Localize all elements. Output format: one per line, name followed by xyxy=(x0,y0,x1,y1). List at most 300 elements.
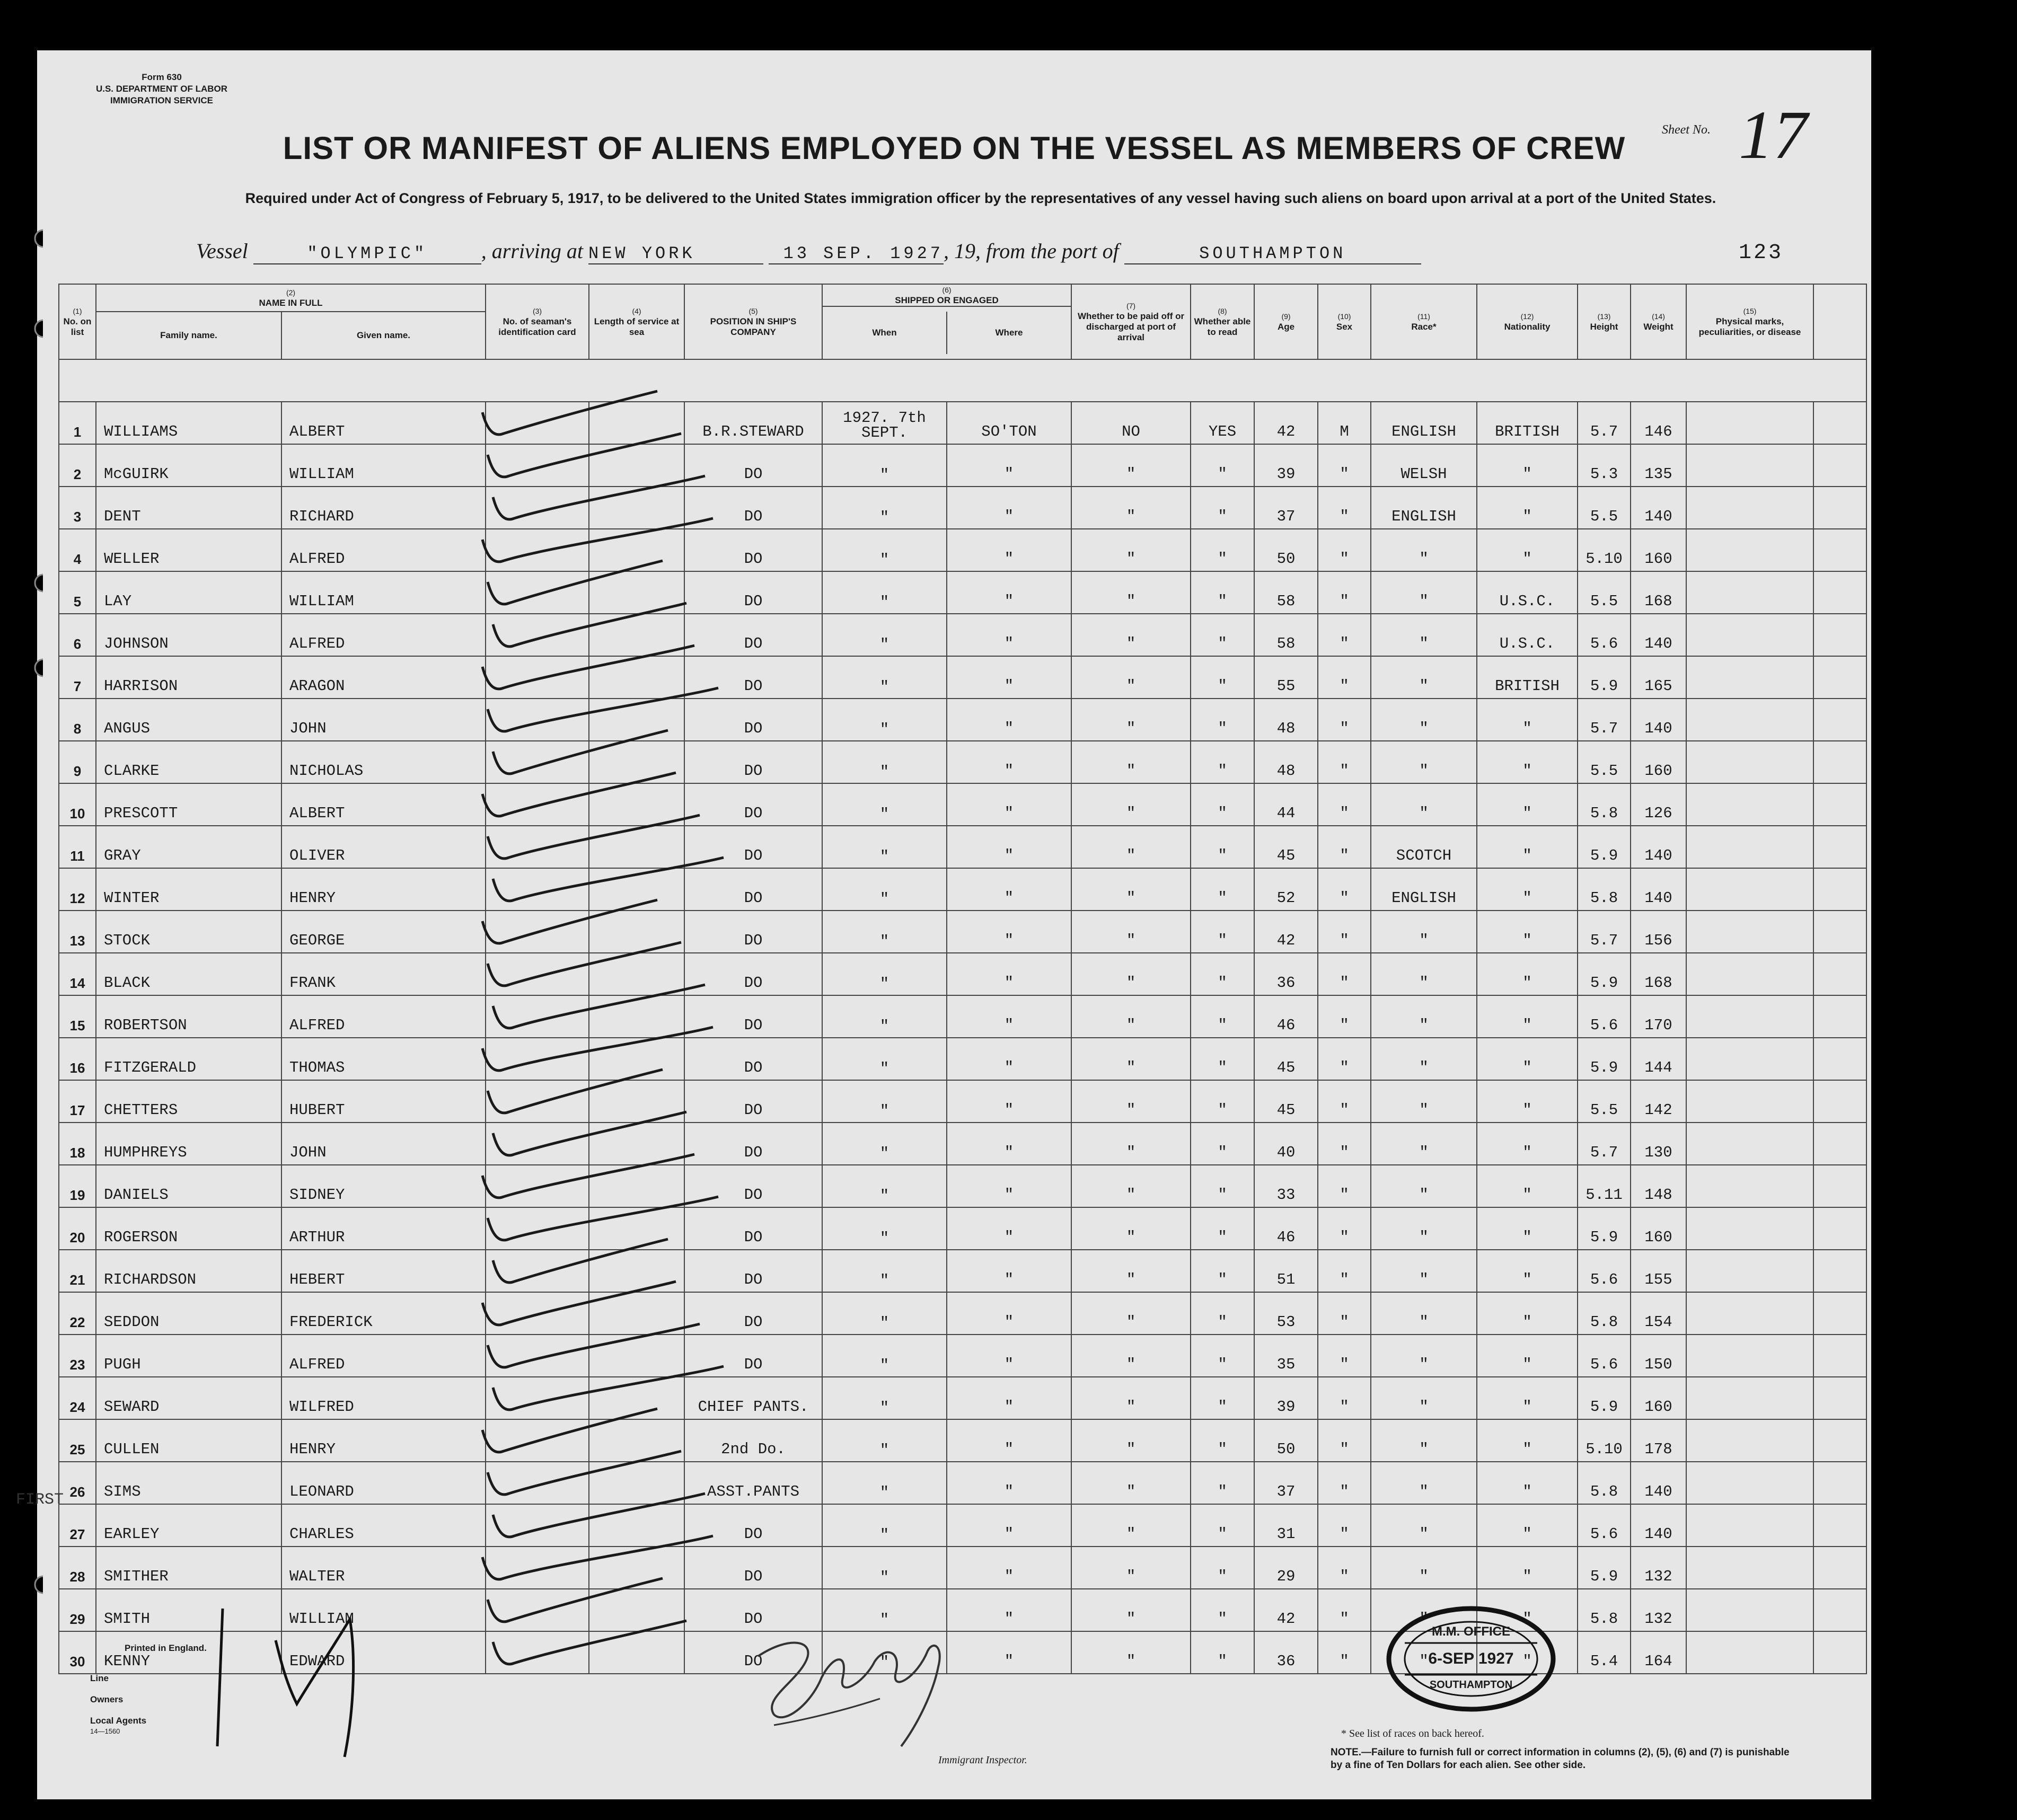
cell-family-name: GRAY xyxy=(96,826,281,868)
cell-nationality: " xyxy=(1477,1292,1578,1335)
cell-position: DO xyxy=(684,1165,822,1207)
col-header-position: (5) POSITION IN SHIP'S COMPANY xyxy=(684,284,822,359)
cell-id-card xyxy=(486,1462,589,1504)
cell-given-name: WALTER xyxy=(281,1547,486,1589)
cell-service-length xyxy=(589,614,684,656)
cell-shipped-where: " xyxy=(947,1250,1071,1292)
cell-sex: " xyxy=(1318,487,1371,529)
cell-shipped-when: " xyxy=(822,953,947,995)
crew-manifest-table xyxy=(58,284,1867,1674)
cell-nationality: " xyxy=(1477,953,1578,995)
inspector-signature xyxy=(742,1619,965,1757)
cell-shipped-where: " xyxy=(947,1504,1071,1547)
cell-given-name: FREDERICK xyxy=(281,1292,486,1335)
cell-list-no: 14 xyxy=(59,953,96,995)
cell-nationality: BRITISH xyxy=(1477,402,1578,444)
cell-weight: 140 xyxy=(1631,868,1686,911)
col-header-paid-off: (7) Whether to be paid off or discharged at port of arrival xyxy=(1071,284,1191,359)
cell-shipped-when: " xyxy=(822,1250,947,1292)
table-row xyxy=(59,953,1866,995)
cell-position: DO xyxy=(684,1589,822,1631)
table-row xyxy=(59,995,1866,1038)
cell-nationality: " xyxy=(1477,529,1578,571)
table-row xyxy=(59,402,1866,444)
cell-sex: " xyxy=(1318,1504,1371,1547)
col-header-when: When xyxy=(823,312,947,354)
cell-list-no: 13 xyxy=(59,911,96,953)
cell-position: DO xyxy=(684,868,822,911)
cell-paid-off: " xyxy=(1071,1419,1191,1462)
cell-race: " xyxy=(1371,995,1477,1038)
cell-blank xyxy=(1813,614,1866,656)
cell-list-no: 7 xyxy=(59,656,96,699)
cell-nationality: " xyxy=(1477,444,1578,487)
cell-race: " xyxy=(1371,1038,1477,1080)
cell-given-name: GEORGE xyxy=(281,911,486,953)
cell-paid-off: " xyxy=(1071,529,1191,571)
cell-physical-marks xyxy=(1686,995,1813,1038)
cell-id-card xyxy=(486,529,589,571)
cell-position: DO xyxy=(684,656,822,699)
cell-shipped-where: " xyxy=(947,868,1071,911)
cell-sex: " xyxy=(1318,1165,1371,1207)
cell-physical-marks xyxy=(1686,783,1813,826)
col-header-family-name: Family name. xyxy=(96,312,281,359)
cell-paid-off: " xyxy=(1071,1462,1191,1504)
cell-shipped-when: " xyxy=(822,1165,947,1207)
cell-race: " xyxy=(1371,911,1477,953)
cell-list-no: 9 xyxy=(59,741,96,783)
cell-physical-marks xyxy=(1686,1335,1813,1377)
table-row xyxy=(59,868,1866,911)
cell-age: 29 xyxy=(1254,1547,1318,1589)
cell-list-no: 20 xyxy=(59,1207,96,1250)
cell-age: 39 xyxy=(1254,1377,1318,1419)
cell-nationality: " xyxy=(1477,487,1578,529)
col-header-service-length: (4) Length of service at sea xyxy=(589,284,684,359)
cell-family-name: CLARKE xyxy=(96,741,281,783)
cell-height: 5.6 xyxy=(1578,614,1631,656)
cell-race: " xyxy=(1371,1080,1477,1123)
table-row xyxy=(59,1123,1866,1165)
cell-given-name: WILLIAM xyxy=(281,571,486,614)
cell-service-length xyxy=(589,699,684,741)
cell-given-name: LEONARD xyxy=(281,1462,486,1504)
cell-list-no: 3 xyxy=(59,487,96,529)
cell-weight: 160 xyxy=(1631,1207,1686,1250)
cell-given-name: OLIVER xyxy=(281,826,486,868)
cell-position: DO xyxy=(684,1123,822,1165)
cell-height: 5.10 xyxy=(1578,1419,1631,1462)
cell-paid-off: " xyxy=(1071,1165,1191,1207)
table-row xyxy=(59,911,1866,953)
cell-age: 48 xyxy=(1254,741,1318,783)
cell-able-to-read: " xyxy=(1191,1123,1254,1165)
cell-shipped-where: " xyxy=(947,1207,1071,1250)
cell-blank xyxy=(1813,444,1866,487)
cell-height: 5.5 xyxy=(1578,571,1631,614)
cell-nationality: " xyxy=(1477,1462,1578,1504)
page-title: LIST OR MANIFEST OF ALIENS EMPLOYED ON THE VESSEL AS MEMBERS OF CREW xyxy=(283,130,1626,166)
cell-able-to-read: YES xyxy=(1191,402,1254,444)
inspector-label: Immigrant Inspector. xyxy=(938,1754,1027,1766)
department-name: U.S. DEPARTMENT OF LABOR xyxy=(95,84,228,94)
cell-paid-off: " xyxy=(1071,1207,1191,1250)
sheet-number-label: Sheet No. xyxy=(1662,123,1711,137)
cell-service-length xyxy=(589,1504,684,1547)
cell-family-name: WELLER xyxy=(96,529,281,571)
cell-family-name: DENT xyxy=(96,487,281,529)
cell-weight: 146 xyxy=(1631,402,1686,444)
cell-family-name: KENNY xyxy=(96,1631,281,1674)
cell-family-name: WINTER xyxy=(96,868,281,911)
cell-physical-marks xyxy=(1686,868,1813,911)
cell-age: 45 xyxy=(1254,1038,1318,1080)
cell-height: 5.3 xyxy=(1578,444,1631,487)
cell-given-name: ALFRED xyxy=(281,995,486,1038)
cell-paid-off: " xyxy=(1071,1547,1191,1589)
cell-given-name: FRANK xyxy=(281,953,486,995)
cell-race: " xyxy=(1371,571,1477,614)
cell-shipped-where: " xyxy=(947,826,1071,868)
cell-shipped-when: " xyxy=(822,1547,947,1589)
cell-able-to-read: " xyxy=(1191,868,1254,911)
cell-weight: 155 xyxy=(1631,1250,1686,1292)
cell-list-no: 10 xyxy=(59,783,96,826)
cell-physical-marks xyxy=(1686,1589,1813,1631)
cell-shipped-where: " xyxy=(947,1292,1071,1335)
cell-weight: 160 xyxy=(1631,1377,1686,1419)
cell-nationality: " xyxy=(1477,995,1578,1038)
cell-age: 50 xyxy=(1254,529,1318,571)
cell-id-card xyxy=(486,1419,589,1462)
printed-note: Printed in England. xyxy=(125,1643,207,1653)
cell-shipped-when: " xyxy=(822,1207,947,1250)
table-row xyxy=(59,826,1866,868)
cell-list-no: 30 xyxy=(59,1631,96,1674)
cell-list-no: 24 xyxy=(59,1377,96,1419)
cell-blank xyxy=(1813,1547,1866,1589)
cell-position: DO xyxy=(684,571,822,614)
cell-paid-off: " xyxy=(1071,1123,1191,1165)
cell-blank xyxy=(1813,995,1866,1038)
cell-shipped-when: " xyxy=(822,826,947,868)
cell-id-card xyxy=(486,783,589,826)
cell-position: DO xyxy=(684,1080,822,1123)
cell-height: 5.4 xyxy=(1578,1631,1631,1674)
cell-family-name: EARLEY xyxy=(96,1504,281,1547)
cell-shipped-where: " xyxy=(947,1165,1071,1207)
cell-shipped-where: " xyxy=(947,1038,1071,1080)
cell-service-length xyxy=(589,995,684,1038)
vessel-name: "OLYMPIC" xyxy=(253,244,481,264)
cell-weight: 142 xyxy=(1631,1080,1686,1123)
table-row xyxy=(59,1207,1866,1250)
cell-family-name: SIMS xyxy=(96,1462,281,1504)
cell-service-length xyxy=(589,1631,684,1674)
cell-shipped-when: " xyxy=(822,529,947,571)
table-row xyxy=(59,571,1866,614)
cell-nationality: " xyxy=(1477,1165,1578,1207)
stamp-port: SOUTHAMPTON xyxy=(1429,1679,1513,1691)
cell-given-name: NICHOLAS xyxy=(281,741,486,783)
agents-code: 14—1560 xyxy=(90,1727,120,1735)
cell-family-name: FITZGERALD xyxy=(96,1038,281,1080)
cell-family-name: HUMPHREYS xyxy=(96,1123,281,1165)
cell-position: DO xyxy=(684,1250,822,1292)
cell-sex: " xyxy=(1318,699,1371,741)
cell-race: " xyxy=(1371,953,1477,995)
cell-position: DO xyxy=(684,1547,822,1589)
col-header-blank xyxy=(1813,284,1866,359)
cell-paid-off: " xyxy=(1071,1250,1191,1292)
cell-shipped-where: " xyxy=(947,911,1071,953)
cell-nationality: " xyxy=(1477,1377,1578,1419)
cell-list-no: 4 xyxy=(59,529,96,571)
cell-age: 50 xyxy=(1254,1419,1318,1462)
cell-able-to-read: " xyxy=(1191,1207,1254,1250)
col-header-race: (11) Race* xyxy=(1371,284,1477,359)
table-row xyxy=(59,1547,1866,1589)
cell-id-card xyxy=(486,1207,589,1250)
cell-nationality: " xyxy=(1477,1589,1578,1631)
cell-race: " xyxy=(1371,1589,1477,1631)
cell-able-to-read: " xyxy=(1191,1080,1254,1123)
cell-list-no: 22 xyxy=(59,1292,96,1335)
cell-family-name: SMITHER xyxy=(96,1547,281,1589)
cell-shipped-when: " xyxy=(822,783,947,826)
cell-sex: " xyxy=(1318,1038,1371,1080)
cell-service-length xyxy=(589,1207,684,1250)
cell-physical-marks xyxy=(1686,1377,1813,1419)
cell-nationality: " xyxy=(1477,1504,1578,1547)
cell-height: 5.6 xyxy=(1578,1250,1631,1292)
cell-shipped-when: " xyxy=(822,1589,947,1631)
cell-shipped-when: " xyxy=(822,614,947,656)
cell-id-card xyxy=(486,614,589,656)
cell-sex: " xyxy=(1318,1207,1371,1250)
col-header-read: (8) Whether able to read xyxy=(1191,284,1254,359)
cell-able-to-read: " xyxy=(1191,953,1254,995)
cell-able-to-read: " xyxy=(1191,783,1254,826)
cell-physical-marks xyxy=(1686,1123,1813,1165)
cell-blank xyxy=(1813,529,1866,571)
cell-sex: M xyxy=(1318,402,1371,444)
cell-family-name: CULLEN xyxy=(96,1419,281,1462)
cell-given-name: THOMAS xyxy=(281,1038,486,1080)
cell-nationality: " xyxy=(1477,699,1578,741)
cell-shipped-when: " xyxy=(822,1377,947,1419)
cell-given-name: HENRY xyxy=(281,1419,486,1462)
cell-age: 51 xyxy=(1254,1250,1318,1292)
cell-age: 37 xyxy=(1254,487,1318,529)
col-header-id-card: (3) No. of seaman's identification card xyxy=(486,284,589,359)
cell-weight: 144 xyxy=(1631,1038,1686,1080)
cell-shipped-when: " xyxy=(822,1631,947,1674)
cell-family-name: SMITH xyxy=(96,1589,281,1631)
cell-shipped-where: " xyxy=(947,1335,1071,1377)
cell-shipped-when: " xyxy=(822,1335,947,1377)
cell-nationality: " xyxy=(1477,1080,1578,1123)
line-label: Line xyxy=(90,1673,109,1683)
cell-able-to-read: " xyxy=(1191,1547,1254,1589)
cell-weight: 140 xyxy=(1631,487,1686,529)
cell-service-length xyxy=(589,868,684,911)
penalty-note: NOTE.—Failure to furnish full or correct information in columns (2), (5), (6) and (7) is punishable by a fine of Ten Dollars for each alien. See other side. xyxy=(1331,1747,1790,1771)
cell-service-length xyxy=(589,1589,684,1631)
cell-list-no: 1 xyxy=(59,402,96,444)
cell-sex: " xyxy=(1318,529,1371,571)
cell-list-no: 2 xyxy=(59,444,96,487)
cell-height: 5.8 xyxy=(1578,1292,1631,1335)
cell-blank xyxy=(1813,868,1866,911)
cell-physical-marks xyxy=(1686,1631,1813,1674)
cell-able-to-read: " xyxy=(1191,1377,1254,1419)
cell-age: 45 xyxy=(1254,1080,1318,1123)
cell-paid-off: " xyxy=(1071,1631,1191,1674)
cell-family-name: McGUIRK xyxy=(96,444,281,487)
cell-sex: " xyxy=(1318,995,1371,1038)
cell-weight: 150 xyxy=(1631,1335,1686,1377)
year-label: , 19 xyxy=(944,239,975,263)
col-header-height: (13) Height xyxy=(1578,284,1631,359)
cell-able-to-read: " xyxy=(1191,1038,1254,1080)
cell-height: 5.7 xyxy=(1578,699,1631,741)
cell-height: 5.6 xyxy=(1578,1504,1631,1547)
cell-weight: 156 xyxy=(1631,911,1686,953)
cell-id-card xyxy=(486,1631,589,1674)
races-note: * See list of races on back hereof. xyxy=(1341,1728,1484,1739)
cell-age: 37 xyxy=(1254,1462,1318,1504)
cell-sex: " xyxy=(1318,1123,1371,1165)
cell-given-name: ALBERT xyxy=(281,783,486,826)
vessel-label: Vessel xyxy=(196,239,248,263)
cell-height: 5.9 xyxy=(1578,826,1631,868)
cell-able-to-read: " xyxy=(1191,1631,1254,1674)
cell-race: " xyxy=(1371,656,1477,699)
cell-blank xyxy=(1813,699,1866,741)
cell-paid-off: " xyxy=(1071,911,1191,953)
col-header-physical-marks: (15) Physical marks, peculiarities, or disease xyxy=(1686,284,1813,359)
cell-shipped-when: " xyxy=(822,1038,947,1080)
cell-blank xyxy=(1813,783,1866,826)
cell-family-name: SEDDON xyxy=(96,1292,281,1335)
cell-able-to-read: " xyxy=(1191,1292,1254,1335)
cell-family-name: JOHNSON xyxy=(96,614,281,656)
cell-race: " xyxy=(1371,1462,1477,1504)
cell-shipped-where: " xyxy=(947,1377,1071,1419)
table-row xyxy=(59,1462,1866,1504)
cell-given-name: WILLIAM xyxy=(281,1589,486,1631)
cell-paid-off: " xyxy=(1071,741,1191,783)
cell-family-name: LAY xyxy=(96,571,281,614)
cell-id-card xyxy=(486,1292,589,1335)
cell-given-name: CHARLES xyxy=(281,1504,486,1547)
cell-physical-marks xyxy=(1686,911,1813,953)
cell-age: 36 xyxy=(1254,1631,1318,1674)
cell-physical-marks xyxy=(1686,614,1813,656)
cell-paid-off: " xyxy=(1071,444,1191,487)
cell-given-name: ALFRED xyxy=(281,1335,486,1377)
cell-race: " xyxy=(1371,1335,1477,1377)
cell-blank xyxy=(1813,487,1866,529)
cell-position: B.R.STEWARD xyxy=(684,402,822,444)
cell-shipped-where: " xyxy=(947,783,1071,826)
cell-family-name: ROGERSON xyxy=(96,1207,281,1250)
cell-physical-marks xyxy=(1686,1504,1813,1547)
cell-given-name: ARAGON xyxy=(281,656,486,699)
cell-blank xyxy=(1813,402,1866,444)
cell-service-length xyxy=(589,402,684,444)
cell-id-card xyxy=(486,995,589,1038)
cell-weight: 168 xyxy=(1631,571,1686,614)
cell-physical-marks xyxy=(1686,1419,1813,1462)
cell-shipped-where: " xyxy=(947,741,1071,783)
cell-nationality: " xyxy=(1477,868,1578,911)
cell-blank xyxy=(1813,1292,1866,1335)
table-row xyxy=(59,1292,1866,1335)
cell-paid-off: " xyxy=(1071,614,1191,656)
cell-paid-off: " xyxy=(1071,1292,1191,1335)
cell-weight: 165 xyxy=(1631,656,1686,699)
cell-age: 42 xyxy=(1254,911,1318,953)
cell-shipped-when: " xyxy=(822,741,947,783)
cell-sex: " xyxy=(1318,1631,1371,1674)
cell-family-name: WILLIAMS xyxy=(96,402,281,444)
cell-able-to-read: " xyxy=(1191,487,1254,529)
cell-weight: 126 xyxy=(1631,783,1686,826)
cell-height: 5.11 xyxy=(1578,1165,1631,1207)
cell-list-no: 6 xyxy=(59,614,96,656)
agents-label xyxy=(90,1716,146,1737)
cell-service-length xyxy=(589,1377,684,1419)
cell-paid-off: " xyxy=(1071,953,1191,995)
col-header-age: (9) Age xyxy=(1254,284,1318,359)
cell-able-to-read: " xyxy=(1191,826,1254,868)
cell-id-card xyxy=(486,1038,589,1080)
cell-blank xyxy=(1813,1462,1866,1504)
cell-shipped-when: " xyxy=(822,571,947,614)
cell-position: DO xyxy=(684,487,822,529)
cell-able-to-read: " xyxy=(1191,699,1254,741)
col-header-list-no: (1) No. on list xyxy=(59,284,96,359)
table-row xyxy=(59,1080,1866,1123)
cell-blank xyxy=(1813,1377,1866,1419)
cell-race: " xyxy=(1371,1631,1477,1674)
cell-service-length xyxy=(589,911,684,953)
cell-position: DO xyxy=(684,826,822,868)
cell-physical-marks xyxy=(1686,699,1813,741)
cell-id-card xyxy=(486,1165,589,1207)
cell-physical-marks xyxy=(1686,1165,1813,1207)
cell-shipped-where: " xyxy=(947,1419,1071,1462)
cell-shipped-when: " xyxy=(822,699,947,741)
cell-race: WELSH xyxy=(1371,444,1477,487)
cell-position: DO xyxy=(684,1504,822,1547)
cell-weight: 154 xyxy=(1631,1292,1686,1335)
cell-given-name: ALFRED xyxy=(281,614,486,656)
cell-race: " xyxy=(1371,1504,1477,1547)
cell-weight: 164 xyxy=(1631,1631,1686,1674)
cell-family-name: PUGH xyxy=(96,1335,281,1377)
cell-list-no: 26 xyxy=(59,1462,96,1504)
form-number: Form 630 xyxy=(142,72,182,82)
cell-given-name: JOHN xyxy=(281,1123,486,1165)
cell-nationality: " xyxy=(1477,783,1578,826)
cell-given-name: ARTHUR xyxy=(281,1207,486,1250)
cell-race: ENGLISH xyxy=(1371,868,1477,911)
cell-race: " xyxy=(1371,1207,1477,1250)
